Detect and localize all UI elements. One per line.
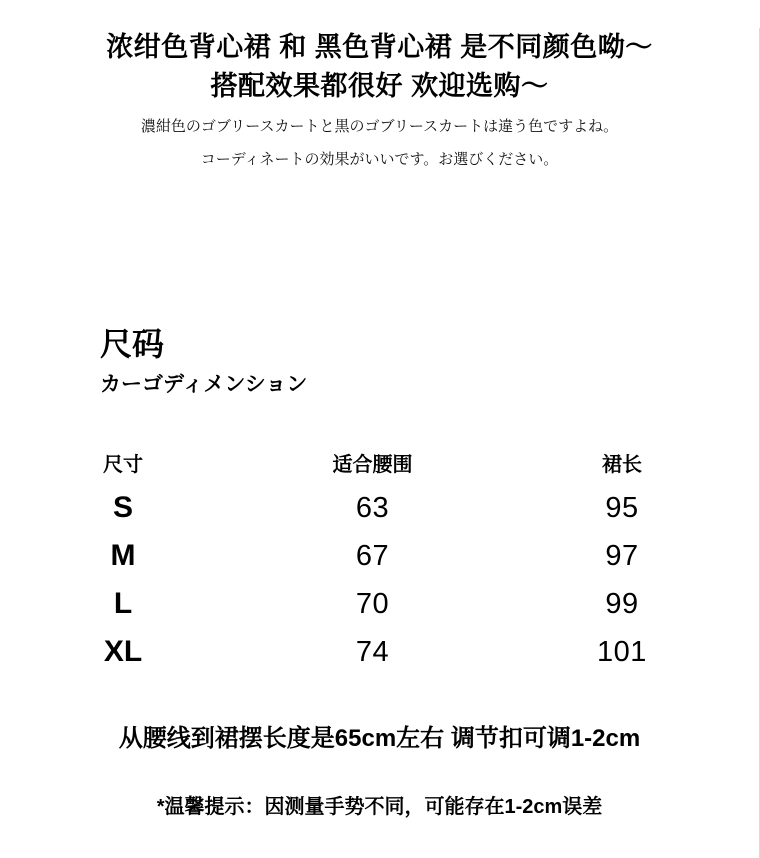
waist-cell-m: 67 <box>355 539 390 572</box>
size-cell-l: L <box>113 587 133 620</box>
heading-line-2: 搭配效果都很好 欢迎选购～ <box>210 71 549 101</box>
jp-subtitle-line-2: コーディネートの効果がいいです。お選びください。 <box>200 151 559 168</box>
size-section-subtitle: カーゴディメンション <box>100 373 308 396</box>
size-table <box>85 440 660 676</box>
size-cell-m: M <box>110 539 136 572</box>
size-cell-xl: XL <box>103 635 143 668</box>
length-cell-l: 99 <box>605 587 639 620</box>
jp-subtitle-line-1: 濃紺色のゴブリースカートと黒のゴブリースカートは違う色ですよね。 <box>140 118 619 135</box>
waist-cell-s: 63 <box>355 491 390 524</box>
heading-line-1: 浓绀色背心裙 和 黑色背心裙 是不同颜色呦～ <box>106 32 653 62</box>
size-cell-s: S <box>112 491 133 524</box>
japanese-subtitle <box>0 110 759 176</box>
size-table-header-length: 裙长 <box>602 453 642 476</box>
size-table-header-size: 尺寸 <box>103 453 143 476</box>
length-cell-xl: 101 <box>597 635 647 668</box>
length-cell-m: 97 <box>605 539 639 572</box>
length-cell-s: 95 <box>605 491 639 524</box>
product-color-heading <box>0 28 759 106</box>
waist-cell-l: 70 <box>355 587 390 620</box>
waist-cell-xl: 74 <box>355 635 390 668</box>
size-table-header-waist: 适合腰围 <box>332 453 413 476</box>
size-section-title: 尺码 <box>100 326 165 362</box>
measurement-disclaimer: *温馨提示：因测量手势不同，可能存在1-2cm误差 <box>156 796 603 818</box>
skirt-length-note: 从腰线到裙摆长度是65cm左右 调节扣可调1-2cm <box>118 725 641 752</box>
